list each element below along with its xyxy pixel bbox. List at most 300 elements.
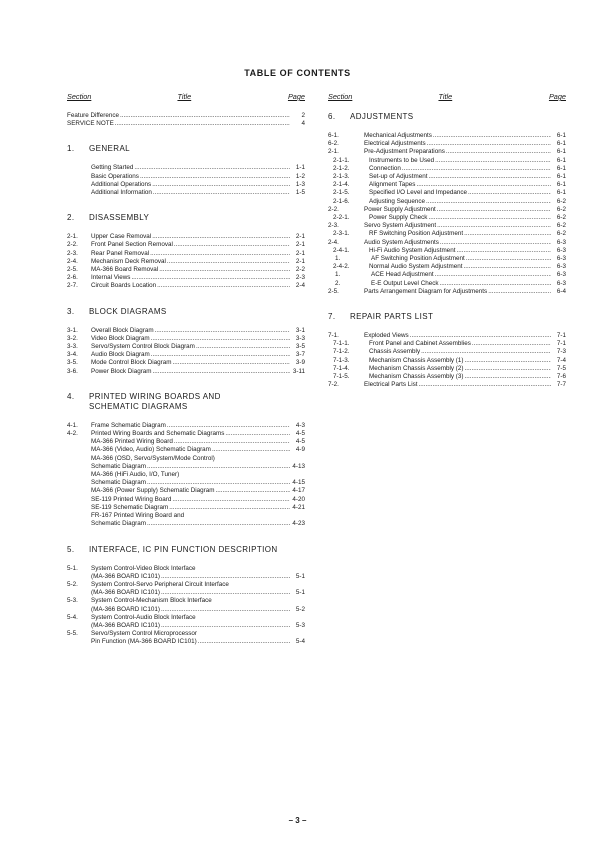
entry-number: 2-4-1. [333, 246, 350, 254]
entry-page: 7-3 [556, 348, 566, 356]
intro-entries [67, 112, 305, 128]
entry-title: Alignment Tapes [369, 181, 416, 189]
dot-leader [161, 589, 290, 597]
dot-leader [216, 487, 290, 495]
toc-left-column [67, 92, 305, 663]
entry-title: Upper Case Removal [91, 233, 152, 241]
dot-leader [159, 266, 290, 274]
entry-title: Connection [369, 164, 401, 172]
entry-page: 6-3 [556, 246, 566, 254]
entry-number: 3-4. [67, 351, 78, 359]
entry-page: 6-1 [556, 132, 566, 139]
entry-title: Parts Arrangement Diagram for Adjustments [364, 287, 488, 295]
toc-entry [67, 589, 305, 597]
dot-leader [174, 241, 290, 249]
entry-title-group [91, 606, 291, 614]
entry-page: 6-1 [556, 148, 566, 156]
section-title: ADJUSTMENTS [350, 112, 414, 121]
toc-entry [67, 274, 305, 282]
section-number: 2. [67, 213, 75, 223]
entry-page: 1-3 [295, 180, 305, 188]
toc-entry [67, 463, 305, 471]
toc-entry [328, 157, 566, 165]
entry-title: Front Panel and Cabinet Assemblies [369, 340, 471, 348]
entry-title-group [369, 230, 552, 238]
entry-page: 6-1 [556, 164, 566, 172]
entry-title-group [369, 214, 552, 222]
toc-entry [67, 368, 305, 376]
entry-page: 6-3 [556, 271, 566, 279]
entry-page: 1-1 [295, 164, 305, 172]
entry-title: MA-366 (OSD, Servo/System/Mode Control) [91, 454, 215, 462]
entry-number: 2-1-4. [333, 181, 350, 189]
dot-leader [466, 255, 551, 263]
entry-title: Circuit Boards Location [91, 282, 157, 290]
entry-title-group [369, 373, 552, 381]
dot-leader [426, 198, 551, 206]
entry-page: 2-1 [295, 233, 305, 241]
entry-title: Feature Difference [67, 112, 120, 119]
entry-number: 2-1. [67, 233, 78, 241]
entry-page: 5-1 [295, 572, 305, 580]
entry-page: 1-5 [295, 189, 305, 197]
entry-title-group [91, 189, 291, 197]
entry-title-group [91, 258, 291, 266]
entry-title-group [369, 348, 552, 356]
entry-title: Mechanism Chassis Assembly (1) [369, 356, 464, 364]
dot-leader [428, 214, 551, 222]
entry-number: 1. [335, 255, 341, 263]
entry-title: Pin Function (MA-366 BOARD IC101) [91, 638, 197, 646]
entry-title-group [369, 357, 552, 365]
toc-entry [328, 239, 566, 247]
entry-title: System Control-Mechanism Block Interface [91, 597, 212, 605]
entry-title: Pre-Adjustment Preparations [364, 148, 445, 156]
entry-number: 5-2. [67, 580, 78, 588]
page-title: TABLE OF CONTENTS [244, 68, 351, 78]
section-heading [328, 112, 566, 122]
entry-page: 5-3 [295, 621, 305, 629]
entry-title: Power Supply Check [369, 214, 428, 222]
entry-number: 2-2-1. [333, 214, 350, 222]
entry-number: 5-3. [67, 597, 78, 605]
entry-title: Schematic Diagram [91, 479, 146, 487]
entry-number: 2-3. [328, 222, 339, 230]
entry-number: 2-4-2. [333, 263, 350, 271]
toc-entry [328, 280, 566, 288]
entry-title-group [91, 512, 291, 520]
dot-leader [402, 165, 551, 173]
toc-entry [67, 250, 305, 258]
entry-number: 7-1. [328, 332, 339, 340]
entry-title: (MA-366 BOARD IC101) [91, 589, 160, 597]
entry-page: 4-17 [292, 487, 305, 495]
toc-right-column [328, 92, 566, 405]
entry-title: MA-366 (Power Supply) Schematic Diagram [91, 487, 215, 495]
entry-page: 6-2 [556, 230, 566, 238]
toc-entry [67, 512, 305, 520]
entry-page: 3-5 [295, 343, 305, 351]
entry-title: Mechanism Deck Removal [91, 257, 166, 265]
dot-leader [464, 357, 551, 365]
entry-title: (MA-366 BOARD IC101) [91, 621, 160, 629]
entry-title: Set-up of Adjustment [369, 173, 428, 181]
toc-entry [328, 247, 566, 255]
dot-leader [428, 173, 551, 181]
dot-leader [152, 181, 290, 189]
entry-title-group [91, 471, 291, 479]
dot-leader [435, 271, 551, 279]
entry-title-group [369, 198, 552, 206]
dot-leader [151, 335, 290, 343]
entry-page: 6-1 [556, 156, 566, 164]
toc-entry [328, 140, 566, 148]
toc-entry [328, 365, 566, 373]
entry-title-group [91, 438, 291, 446]
entry-title: Schematic Diagram [91, 462, 146, 470]
dot-leader [152, 233, 290, 241]
entry-title-group [91, 173, 291, 181]
entry-title-group [364, 132, 552, 140]
column-header [67, 92, 305, 102]
entry-page: 2-1 [295, 249, 305, 257]
dot-leader [134, 164, 290, 172]
page-number: – 3 – [288, 816, 307, 825]
entry-number: 2-2. [328, 205, 339, 213]
entry-number: 5-1. [67, 564, 78, 572]
entry-number: 3-3. [67, 343, 78, 351]
entry-title: Mechanical Adjustments [364, 132, 432, 139]
entry-title-group [91, 614, 291, 622]
entry-number: 3-5. [67, 359, 78, 367]
entry-title: Mechanism Chassis Assembly (3) [369, 373, 464, 381]
entry-page: 2-3 [295, 274, 305, 282]
entry-number: 2-7. [67, 282, 78, 290]
toc-entry [67, 430, 305, 438]
entry-title: System Control-Video Block Interface [91, 564, 196, 572]
section-title: REPAIR PARTS LIST [350, 312, 434, 322]
entry-title: SERVICE NOTE [67, 120, 114, 128]
toc-entry [67, 573, 305, 581]
toc-entry [328, 214, 566, 222]
section-heading [67, 392, 305, 412]
entry-title: Power Block Diagram [91, 367, 152, 375]
entry-number: 5-5. [67, 630, 78, 638]
entry-title: System Control-Audio Block Interface [91, 613, 196, 621]
entry-page: 6-4 [556, 287, 566, 295]
toc-entry [67, 241, 305, 249]
dot-leader [456, 247, 551, 255]
toc-section [67, 213, 305, 290]
entry-title-group [91, 335, 291, 343]
toc-entry [67, 120, 305, 128]
dot-leader [446, 148, 551, 156]
entry-title: Additional Information [91, 189, 152, 197]
entry-title-group [91, 327, 291, 335]
entry-number: 7-2. [328, 381, 339, 389]
dot-leader [173, 359, 291, 367]
entry-page: 4-5 [295, 438, 305, 446]
entry-title-group [369, 189, 552, 197]
entry-title: Electrical Parts List [364, 381, 418, 389]
entry-number: 3-6. [67, 367, 78, 375]
dot-leader [440, 239, 551, 247]
entry-title-group [91, 487, 291, 495]
toc-entry [328, 198, 566, 206]
entry-page: 3-1 [295, 326, 305, 334]
entry-title-group [91, 359, 291, 367]
toc-section [67, 144, 305, 197]
section-number: 5. [67, 544, 75, 554]
entry-title-group [67, 120, 291, 128]
entry-number: 2-1-1. [333, 156, 350, 164]
toc-entry [67, 343, 305, 351]
entry-page: 4-21 [292, 503, 305, 511]
toc-entry [67, 422, 305, 430]
entry-page: 6-3 [556, 238, 566, 246]
entry-page: 3-11 [292, 367, 305, 375]
entry-title: Specified I/O Level and Impedance [369, 189, 468, 197]
dot-leader [153, 189, 290, 197]
entry-title-group [91, 463, 291, 471]
entry-page: 7-5 [556, 364, 566, 372]
column-header-page: Page [287, 92, 305, 101]
entry-number: 2-5. [67, 266, 78, 274]
entry-title-group [364, 206, 552, 214]
toc-entry [328, 132, 566, 140]
entry-title-group [91, 630, 291, 638]
entry-page: 4-15 [292, 479, 305, 487]
entry-title-group [91, 368, 291, 376]
entry-title: E-E Output Level Check [371, 279, 439, 287]
column-header-section: Section [328, 92, 353, 101]
toc-entry [328, 165, 566, 173]
entry-number: 2-1-5. [333, 189, 350, 197]
toc-entry [67, 359, 305, 367]
dot-leader [147, 479, 290, 487]
entry-page: 4-20 [292, 495, 305, 503]
dot-leader [468, 189, 551, 197]
dot-leader [131, 274, 290, 282]
toc-section [328, 312, 566, 389]
entry-title: SE-119 Printed Wiring Board [91, 495, 172, 503]
entry-title: Servo/System Control Block Diagram [91, 343, 195, 351]
dot-leader [440, 280, 551, 288]
toc-entry [328, 348, 566, 356]
toc-entry [67, 614, 305, 622]
entry-number: 2. [335, 279, 341, 287]
entry-number: 2-1-3. [333, 173, 350, 181]
entry-title: Normal Audio System Adjustment [369, 263, 463, 271]
entry-title: MA-366 (Video, Audio) Schematic Diagram [91, 446, 211, 454]
entry-number: 6-1. [328, 132, 339, 139]
dot-leader [147, 463, 290, 471]
section-number: 4. [67, 391, 75, 401]
toc-entry [67, 266, 305, 274]
toc-entry [328, 222, 566, 230]
entry-number: 3-1. [67, 326, 78, 334]
dot-leader [120, 112, 290, 120]
entry-title-group [369, 181, 552, 189]
column-header-title: Title [177, 92, 192, 101]
entry-page: 6-2 [556, 205, 566, 213]
toc-section [328, 112, 566, 296]
entry-title-group [364, 148, 552, 156]
entry-title: Chassis Assembly [369, 348, 421, 356]
entry-title-group [91, 622, 291, 630]
dot-leader [472, 340, 551, 348]
entry-title-group [91, 589, 291, 597]
toc-entry [67, 189, 305, 197]
entry-title: FR-167 Printed Wiring Board and [91, 512, 185, 520]
entry-number: 2-1-6. [333, 197, 350, 205]
entry-title-group [91, 282, 291, 290]
entry-page: 4-9 [295, 446, 305, 454]
dot-leader [427, 140, 551, 148]
entry-title-group [371, 271, 552, 279]
toc-entry [67, 282, 305, 290]
entry-number: 3-2. [67, 334, 78, 342]
toc-entry [67, 638, 305, 646]
entry-page: 6-3 [556, 263, 566, 271]
toc-entry [328, 255, 566, 263]
section-number: 1. [67, 144, 75, 154]
toc-entry [67, 597, 305, 605]
toc-entry [67, 438, 305, 446]
left-sections [67, 144, 305, 646]
section-title: PRINTED WIRING BOARDS AND SCHEMATIC DIAGRAMS [89, 391, 221, 411]
entry-title: Adjusting Sequence [369, 197, 426, 205]
section-heading [67, 213, 305, 223]
toc-entry [67, 479, 305, 487]
entry-title-group [91, 504, 291, 512]
section-title: DISASSEMBLY [89, 213, 150, 223]
entry-number: 2-6. [67, 274, 78, 282]
entry-number: 6-2. [328, 140, 339, 148]
column-header-section: Section [67, 92, 92, 101]
entry-title: Hi-Fi Audio System Adjustment [369, 246, 456, 254]
dot-leader [419, 381, 551, 389]
entry-title-group [91, 597, 291, 605]
toc-entry [328, 263, 566, 271]
entry-title-group [369, 263, 552, 271]
toc-entry [328, 189, 566, 197]
dot-leader [196, 343, 290, 351]
entry-title: MA-366 Board Removal [91, 266, 159, 274]
entry-page: 5-4 [295, 638, 305, 646]
entry-page: 3-3 [295, 334, 305, 342]
toc-entry [328, 173, 566, 181]
entry-title-group [91, 266, 291, 274]
entry-page: 7-1 [556, 332, 566, 340]
entry-title-group [91, 343, 291, 351]
toc-entry [67, 565, 305, 573]
entry-page: 6-1 [556, 181, 566, 189]
entry-page: 1-2 [295, 172, 305, 180]
entry-title-group [364, 239, 552, 247]
entry-page: 4-5 [295, 430, 305, 438]
entry-title-group [369, 247, 552, 255]
entry-page: 4-23 [292, 520, 305, 528]
toc-entry [67, 181, 305, 189]
entry-page: 2-1 [295, 241, 305, 249]
toc-entry [328, 230, 566, 238]
entry-page: 3-9 [295, 359, 305, 367]
entry-title-group [91, 520, 291, 528]
toc-entry [328, 332, 566, 340]
entry-title-group [364, 288, 552, 296]
entry-page: 5-2 [295, 605, 305, 613]
entry-title-group [364, 222, 552, 230]
toc-entry [328, 373, 566, 381]
entry-title-group [91, 430, 291, 438]
entry-page: 6-2 [556, 197, 566, 205]
entry-title: Internal Views [91, 274, 131, 282]
dot-leader [464, 365, 551, 373]
entry-page: 7-4 [556, 356, 566, 364]
dot-leader [169, 504, 290, 512]
entry-page: 2 [301, 112, 305, 119]
entry-title-group [91, 638, 291, 646]
entry-title: Overall Block Diagram [91, 326, 154, 334]
entry-title: (MA-366 BOARD IC101) [91, 572, 160, 580]
entry-title-group [364, 381, 552, 389]
entry-title-group [91, 241, 291, 249]
dot-leader [437, 222, 551, 230]
entry-number: 2-2. [67, 241, 78, 249]
entry-title: Servo/System Control Microprocessor [91, 630, 198, 638]
section-number: 7. [328, 312, 336, 322]
entry-number: 5-4. [67, 613, 78, 621]
entry-page: 2-4 [295, 282, 305, 290]
entry-title: Front Panel Section Removal [91, 241, 173, 249]
entry-title-group [371, 280, 552, 288]
dot-leader [140, 173, 290, 181]
entry-page: 7-1 [556, 340, 566, 348]
toc-entry [67, 173, 305, 181]
dot-leader [463, 263, 551, 271]
dot-leader [161, 622, 290, 630]
entry-title: Schematic Diagram [91, 520, 146, 528]
entry-title: Additional Operations [91, 180, 152, 188]
entry-title-group [91, 455, 291, 463]
entry-title: Mode Control Block Diagram [91, 359, 172, 367]
entry-title: AF Switching Position Adjustment [371, 255, 465, 263]
dot-leader [167, 422, 290, 430]
dot-leader [464, 373, 551, 381]
entry-page: 6-1 [556, 173, 566, 181]
toc-entry [67, 164, 305, 172]
entry-title-group [369, 365, 552, 373]
entry-number: 2-3-1. [333, 230, 350, 238]
entry-title-group [369, 340, 552, 348]
toc-entry [328, 148, 566, 156]
entry-page: 4-3 [295, 421, 305, 429]
toc-entry [67, 471, 305, 479]
dot-leader [153, 368, 290, 376]
entry-title-group [369, 165, 552, 173]
entry-title: RF Switching Position Adjustment [369, 230, 464, 238]
toc-entry [328, 357, 566, 365]
toc-section [67, 307, 305, 376]
section-heading [67, 307, 305, 317]
entry-title: MA-366 (HiFi Audio, I/O, Tuner) [91, 471, 180, 479]
entry-title-group [369, 157, 552, 165]
column-header-title: Title [438, 92, 453, 101]
entry-title-group [67, 112, 291, 120]
entry-number: 7-1-1. [333, 340, 350, 348]
toc-entry [67, 446, 305, 454]
